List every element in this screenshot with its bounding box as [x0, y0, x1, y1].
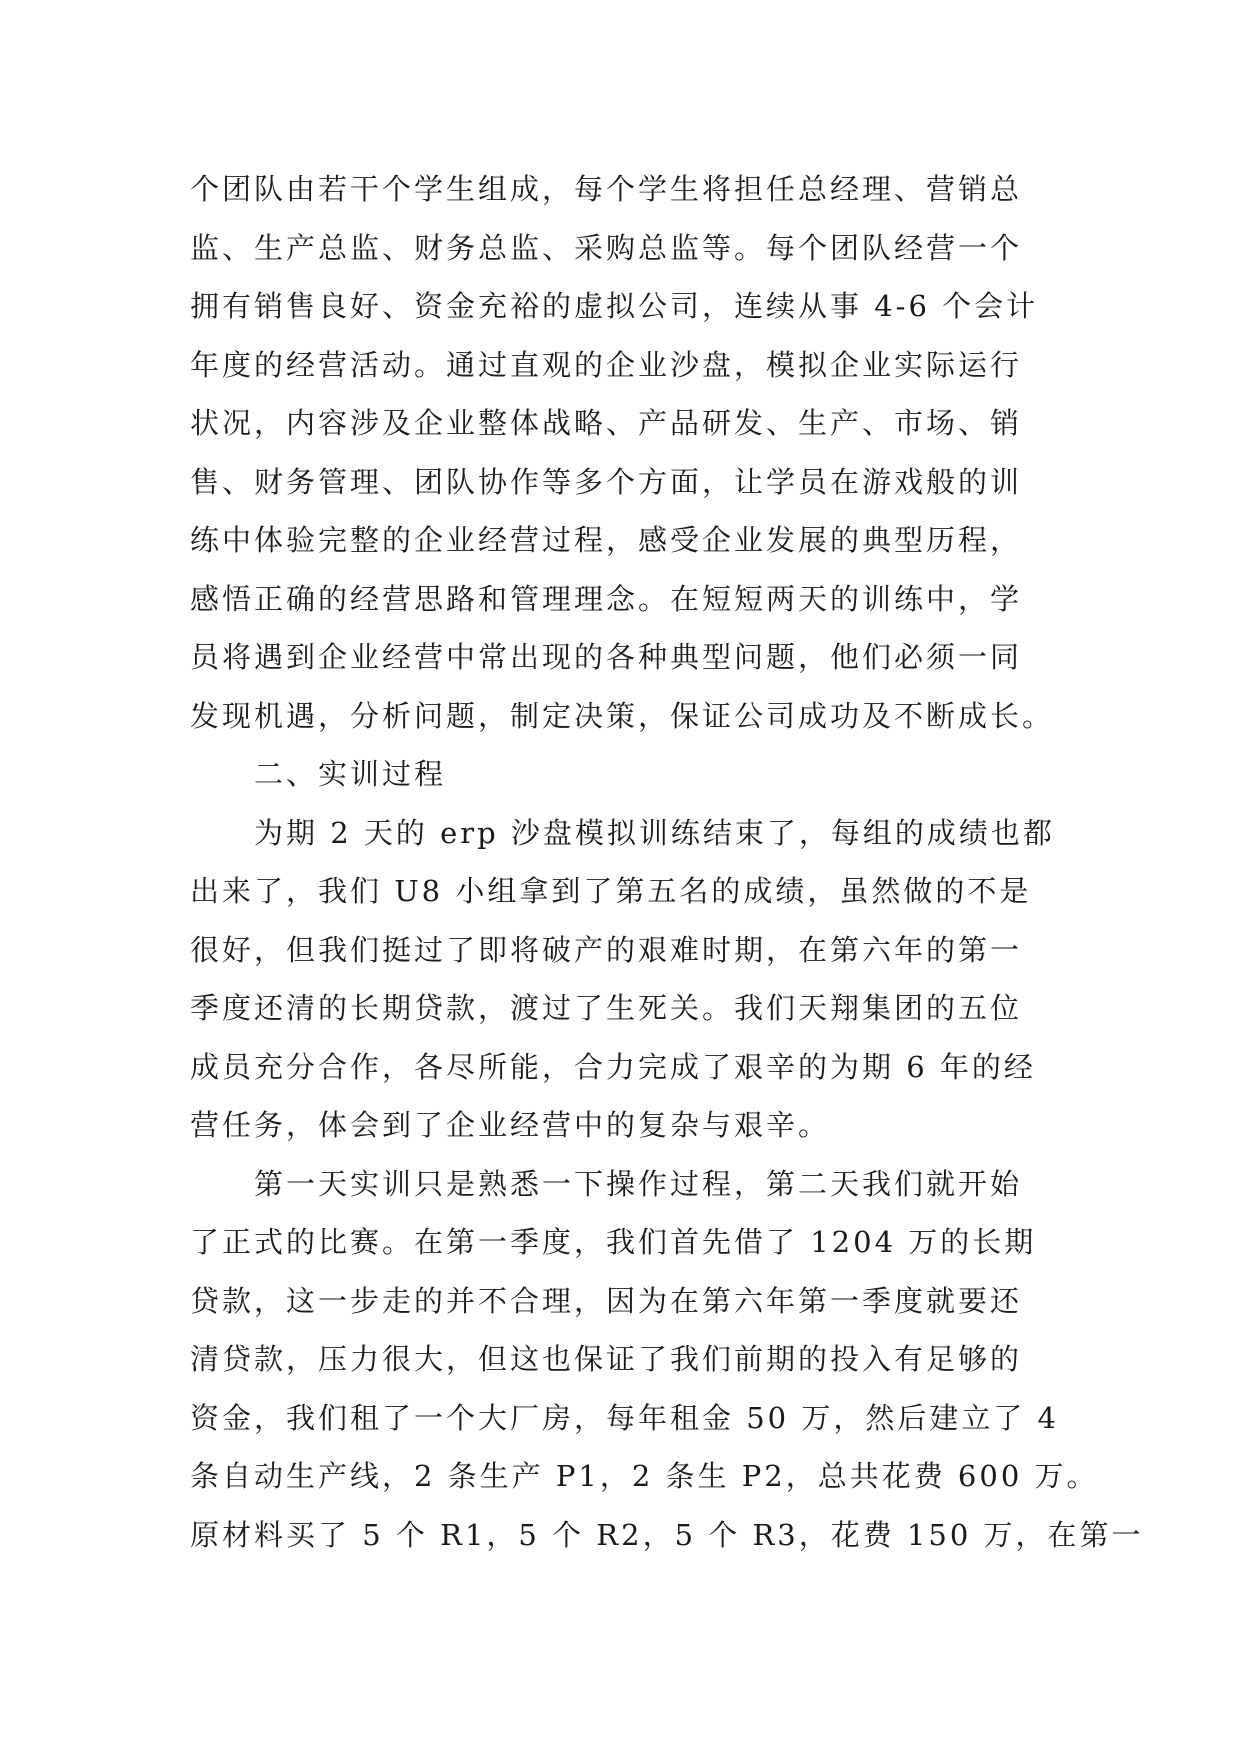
text-line: 为期 2 天的 erp 沙盘模拟训练结束了，每组的成绩也都 — [254, 815, 1055, 850]
text-line: 了正式的比赛。在第一季度，我们首先借了 1204 万的长期 — [190, 1225, 1037, 1259]
text-line: 第一天实训只是熟悉一下操作过程，第二天我们就开始 — [254, 1166, 1023, 1201]
paragraph-intro-continued — [190, 160, 1055, 745]
text-line: 清贷款，压力很大，但这也保证了我们前期的投入有足够的 — [190, 1342, 1023, 1376]
text-line: 原材料买了 5 个 R1，5 个 R2，5 个 R3，花费 150 万，在第一 — [190, 1517, 1144, 1552]
text-line: 感悟正确的经营思路和管理理念。在短短两天的训练中，学 — [190, 581, 1023, 616]
text-line: 条自动生产线，2 条生产 P1，2 条生 P2，总共花费 600 万。 — [190, 1459, 1099, 1493]
text-line: 售、财务管理、团队协作等多个方面，让学员在游戏般的训 — [190, 464, 1023, 499]
text-line: 拥有销售良好、资金充裕的虚拟公司，连续从事 4-6 个会计 — [190, 289, 1039, 323]
text-line: 个团队由若干个学生组成，每个学生将担任总经理、营销总 — [190, 172, 1023, 206]
text-line: 监、生产总监、财务总监、采购总监等。每个团队经营一个 — [190, 230, 1023, 265]
paragraph-process-1 — [190, 804, 1055, 1155]
text-line: 发现机遇，分析问题，制定决策，保证公司成功及不断成长。 — [190, 698, 1055, 733]
text-line: 练中体验完整的企业经营过程，感受企业发展的典型历程， — [190, 523, 1023, 557]
text-line: 贷款，这一步走的并不合理，因为在第六年第一季度就要还 — [190, 1283, 1023, 1318]
text-line: 出来了，我们 U8 小组拿到了第五名的成绩，虽然做的不是 — [190, 874, 1032, 908]
paragraph-process-2 — [190, 1155, 1144, 1565]
section-heading — [190, 745, 1050, 804]
text-line: 成员充分合作，各尽所能，合力完成了艰辛的为期 6 年的经 — [190, 1049, 1036, 1084]
text-line: 季度还清的长期贷款，渡过了生死关。我们天翔集团的五位 — [190, 991, 1023, 1025]
text-line: 营任务，体会到了企业经营中的复杂与艰辛。 — [190, 1108, 831, 1142]
text-line: 员将遇到企业经营中常出现的各种典型问题，他们必须一同 — [190, 640, 1023, 674]
text-line: 状况，内容涉及企业整体战略、产品研发、生产、市场、销 — [190, 406, 1023, 440]
document-body — [190, 160, 1144, 1564]
section-heading-text: 二、实训过程 — [254, 757, 447, 791]
text-line: 很好，但我们挺过了即将破产的艰难时期，在第六年的第一 — [190, 932, 1023, 967]
text-line: 资金，我们租了一个大厂房，每年租金 50 万，然后建立了 4 — [190, 1400, 1060, 1435]
text-line: 年度的经营活动。通过直观的企业沙盘，模拟企业实际运行 — [190, 347, 1023, 382]
